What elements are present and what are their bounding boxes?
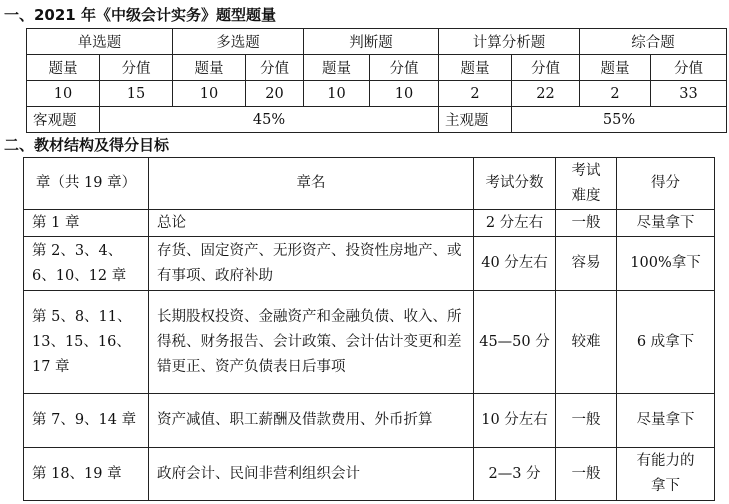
chapter-structure-table xyxy=(23,157,715,501)
target-cell: 尽量拿下 xyxy=(617,394,715,448)
target-cell: 尽量拿下 xyxy=(617,210,715,237)
target-cell: 6 成拿下 xyxy=(617,291,715,394)
value-cell: 10 xyxy=(173,81,246,107)
difficulty-cell: 一般 xyxy=(556,394,617,448)
sub-header-cell: 题量 xyxy=(27,55,100,81)
score-cell: 40 分左右 xyxy=(474,237,556,291)
header-target: 得分 xyxy=(617,158,715,210)
header-row xyxy=(24,158,715,210)
header-chapter: 章（共 19 章） xyxy=(24,158,149,210)
header-difficulty: 考试难度 xyxy=(556,158,617,210)
value-cell: 2 xyxy=(580,81,651,107)
subjective-label: 主观题 xyxy=(439,107,512,133)
chapter-cell: 第 18、19 章 xyxy=(24,448,149,501)
name-cell: 资产减值、职工薪酬及借款费用、外币折算 xyxy=(149,394,474,448)
name-cell: 存货、固定资产、无形资产、投资性房地产、或有事项、政府补助 xyxy=(149,237,474,291)
score-cell: 45—50 分 xyxy=(474,291,556,394)
difficulty-cell: 一般 xyxy=(556,210,617,237)
value-cell: 15 xyxy=(100,81,173,107)
difficulty-cell: 一般 xyxy=(556,448,617,501)
sub-header-cell: 题量 xyxy=(439,55,512,81)
objective-value: 45% xyxy=(100,107,439,133)
summary-row xyxy=(27,107,727,133)
group-header-cell: 单选题 xyxy=(27,29,173,55)
difficulty-cell: 较难 xyxy=(556,291,617,394)
name-cell: 总论 xyxy=(149,210,474,237)
chapter-cell: 第 2、3、4、6、10、12 章 xyxy=(24,237,149,291)
sub-header-cell: 分值 xyxy=(246,55,304,81)
score-cell: 2 分左右 xyxy=(474,210,556,237)
sub-header-cell: 分值 xyxy=(512,55,580,81)
chapter-cell: 第 7、9、14 章 xyxy=(24,394,149,448)
target-cell: 有能力的拿下 xyxy=(617,448,715,501)
sub-header-cell: 分值 xyxy=(370,55,439,81)
group-header-cell: 判断题 xyxy=(304,29,439,55)
table-row xyxy=(24,210,715,237)
sub-header-row xyxy=(27,55,727,81)
sub-header-cell: 题量 xyxy=(304,55,370,81)
score-cell: 10 分左右 xyxy=(474,394,556,448)
group-header-cell: 多选题 xyxy=(173,29,304,55)
section-1-title: 一、2021 年《中级会计实务》题型题量 xyxy=(4,6,276,24)
table-row xyxy=(24,237,715,291)
subjective-value: 55% xyxy=(512,107,727,133)
value-cell: 22 xyxy=(512,81,580,107)
value-cell: 33 xyxy=(651,81,727,107)
value-row xyxy=(27,81,727,107)
group-header-cell: 综合题 xyxy=(580,29,727,55)
group-header-row xyxy=(27,29,727,55)
table-row xyxy=(24,394,715,448)
value-cell: 20 xyxy=(246,81,304,107)
value-cell: 10 xyxy=(304,81,370,107)
target-cell: 100%拿下 xyxy=(617,237,715,291)
value-cell: 10 xyxy=(27,81,100,107)
score-cell: 2—3 分 xyxy=(474,448,556,501)
sub-header-cell: 题量 xyxy=(580,55,651,81)
sub-header-cell: 分值 xyxy=(100,55,173,81)
difficulty-cell: 容易 xyxy=(556,237,617,291)
header-score: 考试分数 xyxy=(474,158,556,210)
header-name: 章名 xyxy=(149,158,474,210)
objective-label: 客观题 xyxy=(27,107,100,133)
question-type-table xyxy=(26,28,727,133)
section-2-title: 二、教材结构及得分目标 xyxy=(4,136,170,154)
value-cell: 2 xyxy=(439,81,512,107)
chapter-cell: 第 5、8、11、13、15、16、17 章 xyxy=(24,291,149,394)
name-cell: 长期股权投资、金融资产和金融负债、收入、所得税、财务报告、会计政策、会计估计变更和差错更正、资产负债表日后事项 xyxy=(149,291,474,394)
sub-header-cell: 分值 xyxy=(651,55,727,81)
chapter-cell: 第 1 章 xyxy=(24,210,149,237)
sub-header-cell: 题量 xyxy=(173,55,246,81)
name-cell: 政府会计、民间非营利组织会计 xyxy=(149,448,474,501)
value-cell: 10 xyxy=(370,81,439,107)
group-header-cell: 计算分析题 xyxy=(439,29,580,55)
table-row xyxy=(24,448,715,501)
table-row xyxy=(24,291,715,394)
